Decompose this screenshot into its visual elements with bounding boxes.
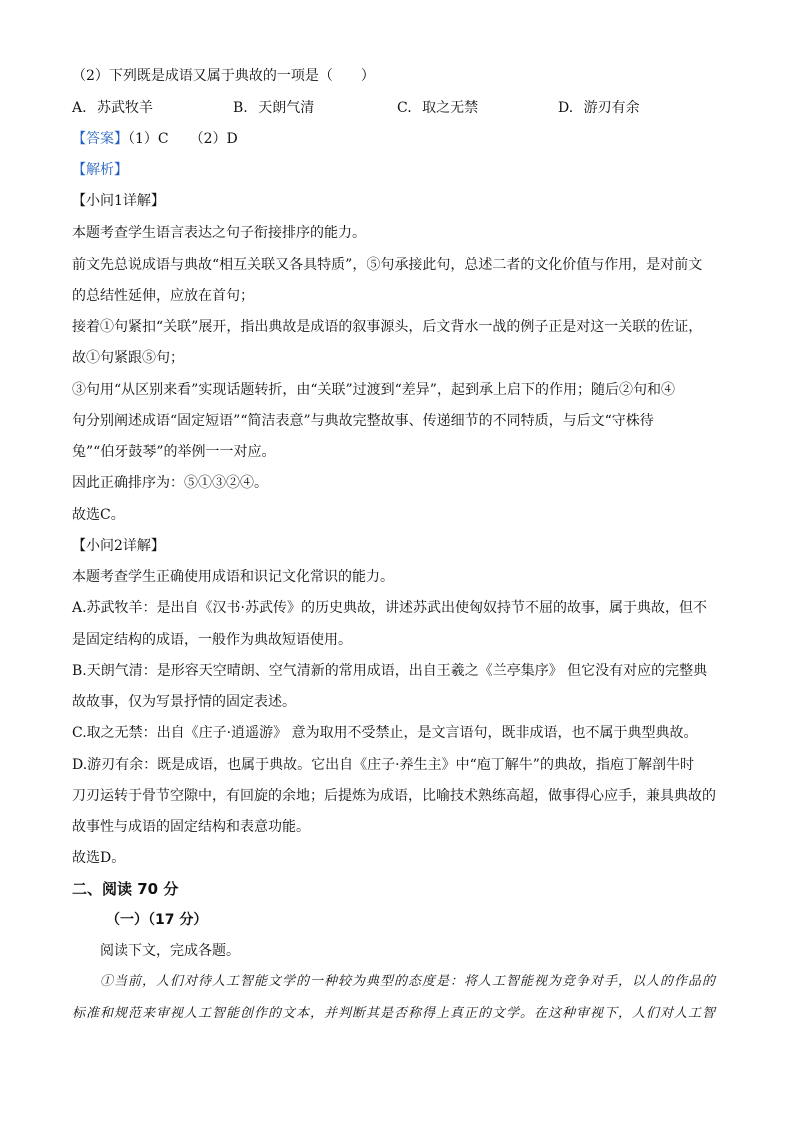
- analysis-label: 【解析】: [72, 162, 128, 178]
- q1-line: 的总结性延伸，应放在首句；: [72, 288, 254, 304]
- q2-line: 刀刃运转于骨节空隙中，有回旋的余地；后提炼为成语，比喻技术熟练高超，做事得心应手，兼具典故的: [72, 788, 716, 804]
- q1-line: 本题考查学生语言表达之句子衔接排序的能力。: [72, 225, 366, 241]
- q1-line: 因此正确排序为：⑤①③②④。: [72, 475, 268, 491]
- q1-line: 故选C。: [72, 507, 125, 523]
- passage-line: 标准和规范来审视人工智能创作的文本，并判断其是否称得上真正的文学。在这种审视下，人们对人工智: [72, 1006, 717, 1021]
- q2-line: D.游刃有余：既是成语，也属于典故。它出自《庄子·养生主》中“庖丁解牛”的典故，指庖丁解剖牛时: [72, 757, 694, 773]
- option-a: [72, 97, 153, 117]
- q2-line: 故事性与成语的固定结构和表意功能。: [72, 819, 310, 835]
- section-title: 二、阅读 70 分: [72, 880, 179, 898]
- option-letter: D.: [558, 100, 574, 116]
- option-text: 苏武牧羊: [97, 100, 154, 116]
- passage-line: ①当前，人们对待人工智能文学的一种较为典型的态度是：将人工智能视为竞争对手，以人的作品的: [100, 974, 717, 989]
- q1-line: ③句用“从区别来看”实现话题转折，由“关联”过渡到“差异”，起到承上启下的作用；随后②句和④: [72, 382, 675, 398]
- q2-line: 故故事，仅为写景抒情的固定表述。: [72, 694, 296, 710]
- q2-line: C.取之无禁：出自《庄子·逍遥游》 意为取用不受禁止，是文言语句，既非成语，也不属于典型典故。: [72, 725, 698, 741]
- option-letter: B.: [233, 100, 248, 116]
- q2-heading: 【小问2详解】: [72, 538, 165, 554]
- option-text: 取之无禁: [422, 100, 479, 116]
- answer-line: [72, 129, 238, 149]
- answer-label: 【答案】: [72, 131, 128, 147]
- reading-instruction: 阅读下文，完成各题。: [100, 943, 240, 959]
- q1-line: 故①句紧跟⑤句；: [72, 350, 184, 366]
- option-b: [233, 97, 314, 117]
- question-stem: （2）下列既是成语又属于典故的一项是（ ）: [72, 68, 375, 84]
- section-subtitle: （一）（17 分）: [106, 912, 208, 928]
- q2-line: A.苏武牧羊：是出自《汉书·苏武传》的历史典故，讲述苏武出使匈奴持节不屈的故事，属于典故，但不: [72, 600, 708, 616]
- option-text: 游刃有余: [583, 100, 640, 116]
- option-c: [397, 97, 478, 117]
- q1-line: 前文先总说成语与典故“相互关联又各具特质”，⑤句承接此句，总述二者的文化价值与作用，是对前文: [72, 257, 703, 273]
- answer-text: （1）C （2）D: [128, 131, 238, 147]
- option-text: 天朗气清: [258, 100, 315, 116]
- q2-line: B.天朗气清：是形容天空晴朗、空气清新的常用成语，出自王羲之《兰亭集序》 但它没有对应的完整典: [72, 663, 708, 679]
- q1-line: 接着①句紧扣“关联”展开，指出典故是成语的叙事源头，后文背水一战的例子正是对这一关联的佐证，: [72, 319, 703, 335]
- q1-line: 兔”“伯牙鼓琴”的举例一一对应。: [72, 444, 276, 460]
- q2-line: 故选D。: [72, 850, 126, 866]
- option-letter: C.: [397, 100, 412, 116]
- option-letter: A.: [72, 100, 87, 116]
- q2-line: 是固定结构的成语，一般作为典故短语使用。: [72, 632, 352, 648]
- option-d: [558, 97, 640, 117]
- q1-heading: 【小问1详解】: [72, 193, 165, 209]
- q1-line: 句分别阐述成语“固定短语”“简洁表意”与典故完整故事、传递细节的不同特质，与后文“守株待: [72, 413, 654, 429]
- answer-options: [72, 97, 722, 117]
- q2-line: 本题考查学生正确使用成语和识记文化常识的能力。: [72, 569, 394, 585]
